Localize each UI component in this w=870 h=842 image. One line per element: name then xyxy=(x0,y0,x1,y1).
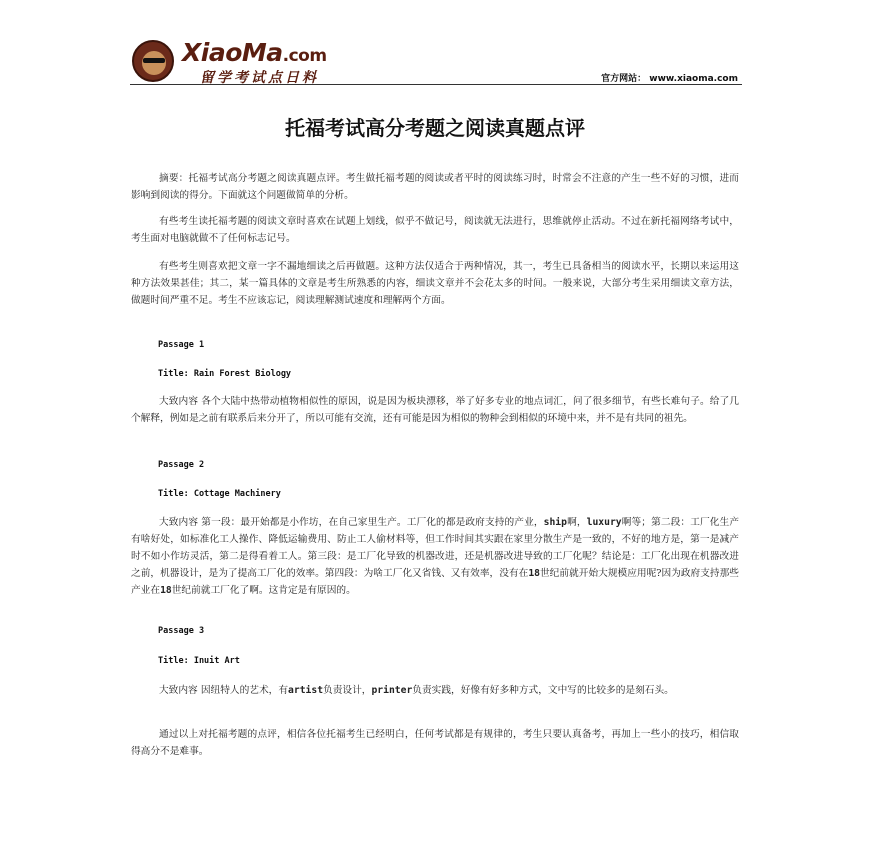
mascot-face xyxy=(142,51,166,75)
header-divider xyxy=(130,84,742,85)
passage-2-summary: 大致内容 第一段：最开始都是小作坊，在自己家里生产。工厂化的都是政府支持的产业，ship啊，luxury啊等；第二段：工厂化生产有啥好处，如标准化工人操作、降低运输费用、防止工人偷材料等，但工作时间其实跟在家里分散生产是一致的，不好的地方是，第一是减产时不如小作坊灵活，第二是得看着工人。第三段：是工厂化导致的机器改进，还是机器改进导致的工厂化呢？结论是：工厂化出现在机器改进之前，机器设计，是为了提高工厂化的效率。第四段：为啥工厂化又省钱、又有效率，没有在18世纪前就开始大规模应用呢?因为政府支持那些产业在18世纪前就工厂化了啊。这肯定是有原因的。 xyxy=(131,517,740,596)
passage-2-label: Passage 2 xyxy=(158,460,205,470)
page-header xyxy=(130,36,742,86)
paragraph-underline-habit: 有些考生读托福考题的阅读文章时喜欢在试题上划线，似乎不做记号，阅读就无法进行，思维就停止活动。不过在新托福网络考试中，考生面对电脑就做不了任何标志记号。 xyxy=(131,216,739,244)
passage-2-title: Title: Cottage Machinery xyxy=(158,489,281,499)
logo-mascot-icon xyxy=(132,40,174,82)
passage-3-summary: 大致内容 因纽特人的艺术，有artist负责设计，printer负责实践，好像有好多种方式，文中写的比较多的是刻石头。 xyxy=(159,685,674,696)
abstract-paragraph: 摘要：托福考试高分考题之阅读真题点评。考生做托福考题的阅读或者平时的阅读练习时，时常会不注意的产生一些不好的习惯，进而影响到阅读的得分。下面就这个问题做简单的分析。 xyxy=(131,173,739,201)
passage-1-label: Passage 1 xyxy=(158,340,205,350)
passage-3-title: Title: Inuit Art xyxy=(158,656,240,666)
passage-1-summary: 大致内容 各个大陆中热带动植物相似性的原因，说是因为板块漂移，举了好多专业的地点词汇，问了很多细节，有些长难句子。给了几个解释，例如是之前有联系后来分开了，所以可能有交流，还有可能是因为相似的物种会到相似的环境中来，并不是有共同的祖先。 xyxy=(131,396,739,424)
conclusion-paragraph: 通过以上对托福考题的点评，相信各位托福考生已经明白，任何考试都是有规律的，考生只要认真备考，再加上一些小的技巧，相信取得高分不是难事。 xyxy=(131,729,739,757)
official-website: 官方网站： www.xiaoma.com xyxy=(601,74,738,84)
mascot-sunglasses xyxy=(143,58,165,63)
document-title: 托福考试高分考题之阅读真题点评 xyxy=(285,116,585,140)
passage-1-title: Title: Rain Forest Biology xyxy=(158,369,292,379)
logo-slogan: 留学考试点日料 xyxy=(200,70,319,86)
paragraph-detailed-reading: 有些考生则喜欢把文章一字不漏地细读之后再做题。这种方法仅适合于两种情况，其一，考生已具备相当的阅读水平，长期以来运用这种方法效果甚佳；其二，某一篇具体的文章是考生所熟悉的内容，细读文章并不会花太多的时间。一般来说，大部分考生采用细读文章方法，做题时间严重不足。考生不应该忘记，阅读理解测试速度和理解两个方面。 xyxy=(131,261,739,306)
passage-3-label: Passage 3 xyxy=(158,626,205,636)
logo-wordmark: XiaoMa.com xyxy=(182,38,327,67)
